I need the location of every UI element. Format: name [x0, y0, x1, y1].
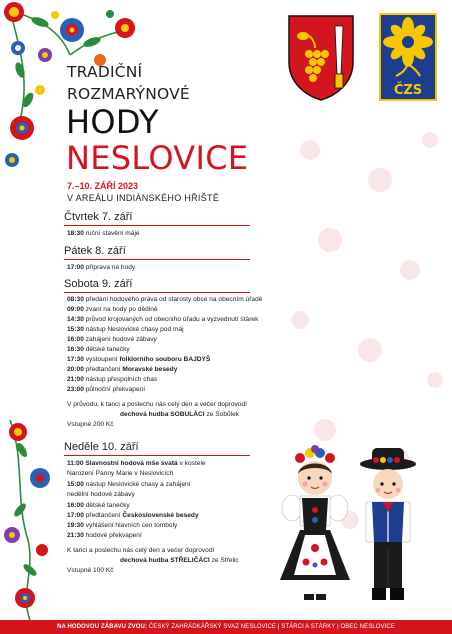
event-place: V AREÁLU INDIÁNSKÉHO HŘIŠTĚ: [67, 193, 220, 203]
event-line: 20:00 předtančení Moravské besedy: [67, 366, 178, 373]
man-figure-icon: [360, 448, 416, 600]
neslovice-coat-of-arms-icon: [285, 12, 357, 102]
title-line-3: HODY: [66, 103, 159, 141]
event-line: 09:00 zvaní na hody po dědině: [67, 306, 158, 313]
event-line: 17:00 předtančení Československé besedy: [67, 512, 199, 519]
day-header-friday: Pátek 8. září: [64, 245, 250, 260]
event-line: 15:00 nástup Neslovické chasy a zahájení: [67, 481, 191, 488]
day-header-saturday: Sobota 9. září: [64, 278, 250, 293]
event-line: 11:00 Slavnostní hodová mše svatá v kostele: [67, 460, 206, 467]
saturday-entry-fee: Vstupné 200 Kč: [67, 421, 114, 428]
event-line: 19:30 vyhlášení hlavních cen tomboly: [67, 522, 178, 529]
event-line: 14:30 průvod krojovaných od obecního úřadu a vyzvednutí stárek: [67, 316, 259, 323]
day-header-thursday: Čtvrtek 7. září: [64, 211, 250, 226]
sunday-music-note: K tanci a poslechu nás celý den a večer doprovodí: [67, 547, 215, 554]
event-line: 16:30 dětské tanečky: [67, 346, 130, 353]
event-line: nedělní hodové zábavy: [67, 491, 135, 498]
event-line: 17:30 vystoupení folklorního souboru BAJDYŠ: [67, 356, 211, 363]
saturday-band: dechová hudba SOBULÁCI ze Sobůlek: [120, 411, 240, 418]
folk-costume-couple-icon: [270, 440, 430, 610]
event-line: 21:30 hodové překvapení: [67, 532, 142, 539]
sunday-entry-fee: Vstupné 100 Kč: [67, 567, 114, 574]
title-line-4: NESLOVICE: [66, 139, 249, 177]
event-line: 15:30 nástup Neslovické chasy pod máj: [67, 326, 184, 333]
saturday-music-note: V průvodu, k tanci a poslechu nás celý den a večer doprovodí: [67, 401, 247, 408]
czs-logo-icon: [378, 12, 438, 102]
event-date: 7.–10. ZÁŘÍ 2023: [67, 181, 139, 191]
event-line: 23:00 půlnoční překvapení: [67, 386, 146, 393]
footer-organizers: NA HODOVOU ZÁBAVU ZVOU: ČESKÝ ZAHRÁDKÁŘSKÝ SVAZ NESLOVICE | STÁRCI A STÁRKY | OBEC NESLOVICE: [0, 620, 452, 634]
event-line: 16:00 dětské tanečky: [67, 502, 130, 509]
title-line-1: TRADIČNÍ: [67, 63, 143, 81]
czs-logo-text: ČZS: [393, 83, 423, 98]
day-header-sunday: Neděle 10. září: [64, 441, 250, 456]
event-line: Narození Panny Marie v Neslovicích: [67, 470, 174, 477]
title-line-2: ROZMARÝNOVÉ: [67, 85, 190, 103]
event-line: 16:00 zahájení hodové zábavy: [67, 336, 157, 343]
folk-ornament-left-icon: [0, 420, 70, 620]
sunday-band: dechová hudba STŘELIČÁCI ze Střelic: [120, 557, 239, 564]
event-line: 08:30 předání hodového práva od starosty obce na obecním úřadě: [67, 296, 263, 303]
woman-figure-icon: [280, 445, 350, 600]
event-line: 17:00 příprava na hody: [67, 264, 136, 271]
event-line: 18:30 ruční stavění máje: [67, 230, 140, 237]
event-line: 21:00 nástup přespolních chas: [67, 376, 158, 383]
